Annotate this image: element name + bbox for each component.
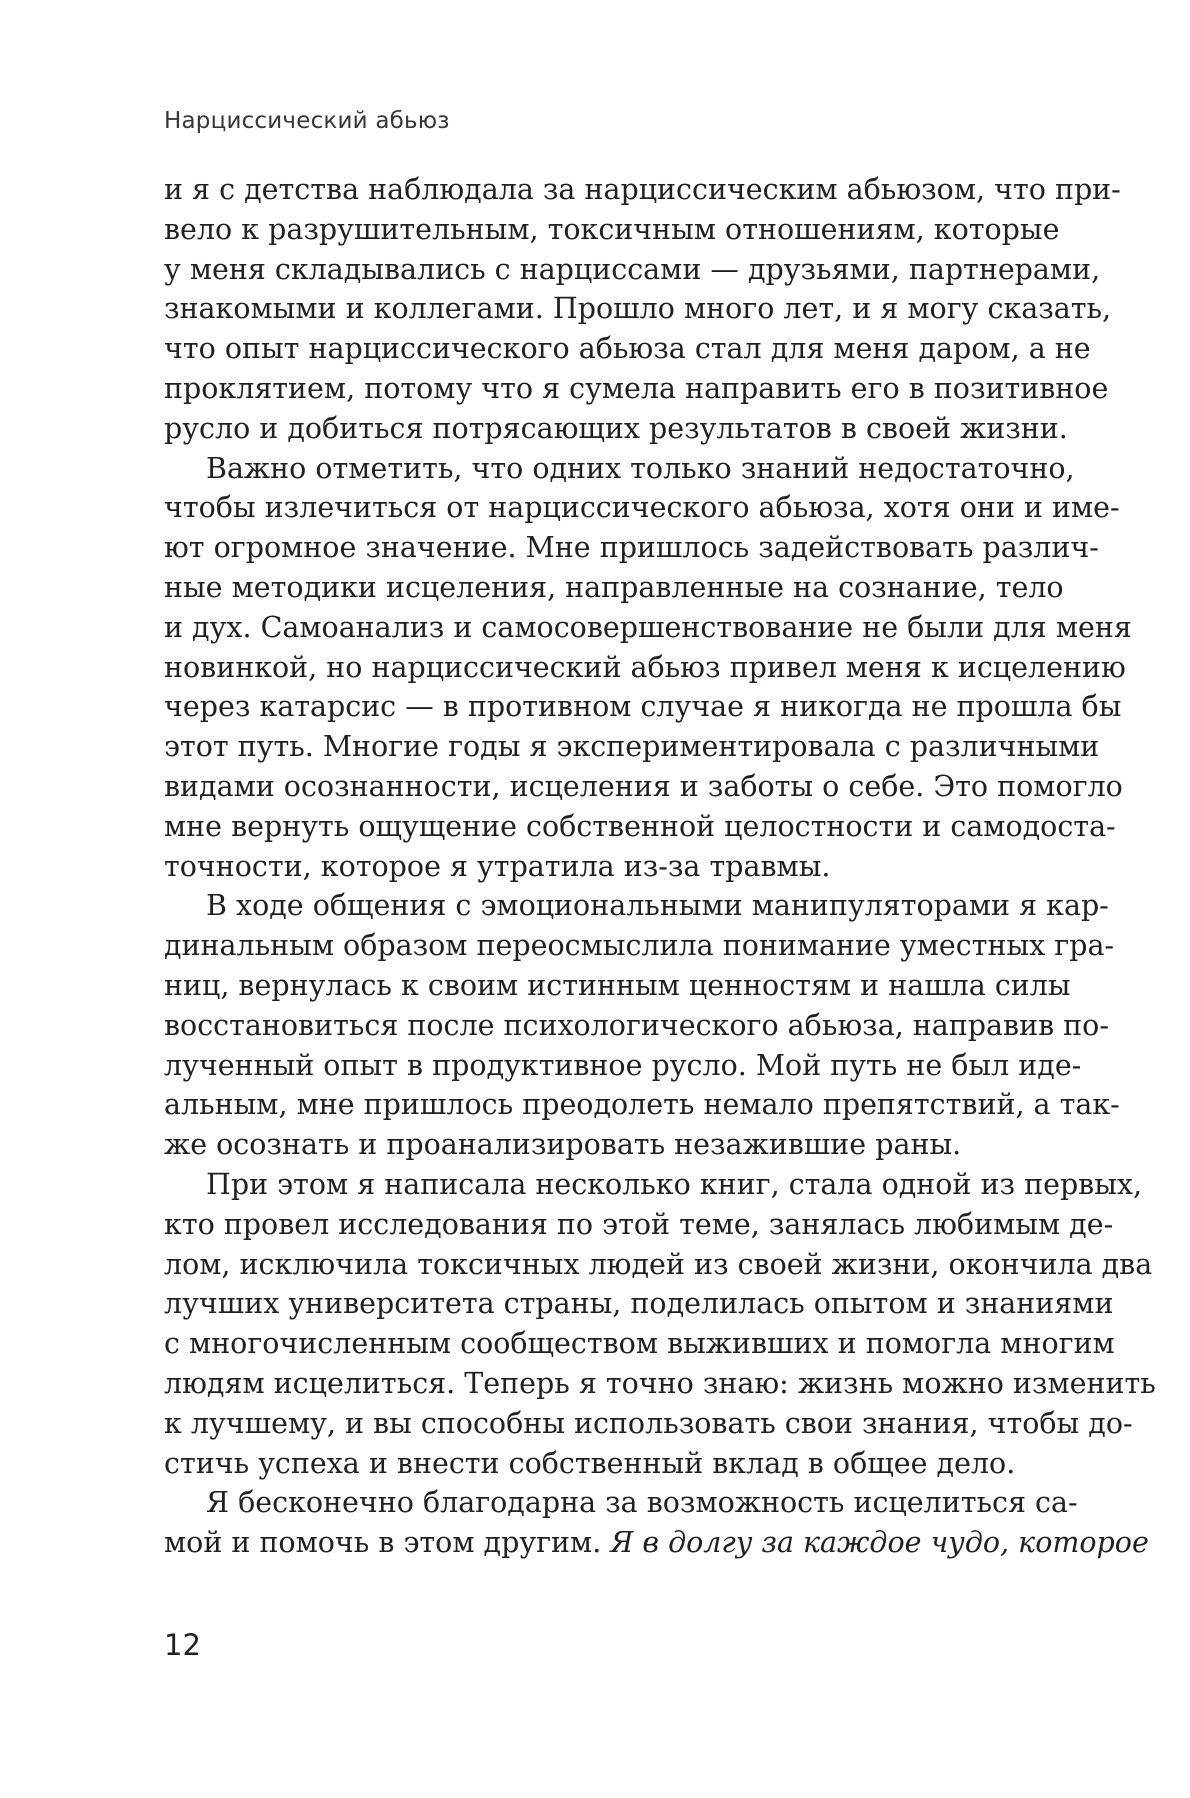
text-line: же осознать и проанализировать незажившие раны. (164, 1128, 962, 1162)
text-line: чтобы излечиться от нарциссического абьюза, хотя они и име- (164, 491, 1120, 525)
text-line: русло и добиться потрясающих результатов в своей жизни. (164, 411, 1068, 445)
text-line: у меня складывались с нарциссами — друзьями, партнерами, (164, 252, 1101, 286)
text-line: ные методики исцеления, направленные на сознание, тело (164, 570, 1064, 604)
text-line: что опыт нарциссического абьюза стал для меня даром, а не (164, 332, 1091, 366)
roman-run: мой и помочь в этом другим. (164, 1526, 611, 1560)
paragraph (164, 1483, 1149, 1563)
text-line: мне вернуть ощущение собственной целостности и самодоста- (164, 809, 1116, 843)
text-line: динальным образом переосмыслила понимание уместных гра- (164, 929, 1115, 963)
body-text (164, 170, 1156, 1563)
text-line: людям исцелиться. Теперь я точно знаю: жизнь можно изменить (164, 1366, 1156, 1400)
text-line: и дух. Самоанализ и самосовершенствование не были для меня (164, 610, 1132, 644)
text-line: ниц, вернулась к своим истинным ценностям и нашла силы (164, 968, 1071, 1002)
text-line: этот путь. Многие годы я экспериментировала с различными (164, 730, 1100, 764)
text-line: и я с детства наблюдала за нарциссическим абьюзом, что при- (164, 173, 1121, 206)
text-line: новинкой, но нарциссический абьюз привел меня к исцелению (164, 650, 1126, 684)
paragraph (164, 1165, 1156, 1483)
text-line: кто провел исследования по этой теме, занялась любимым де- (164, 1207, 1114, 1241)
text-line: лучших университета страны, поделилась опытом и знаниями (164, 1287, 1114, 1321)
page-number: 12 (164, 1628, 201, 1662)
text-line: ют огромное значение. Мне пришлось задействовать различ- (164, 531, 1099, 565)
italic-run: Я в долгу за каждое чудо, которое (610, 1526, 1149, 1560)
text-line: Я бесконечно благодарна за возможность исцелиться са- (206, 1486, 1078, 1520)
text-line: знакомыми и коллегами. Прошло много лет, и я могу сказать, (164, 292, 1112, 326)
text-line: с многочисленным сообществом выживших и помогла многим (164, 1327, 1115, 1361)
paragraph (164, 886, 1120, 1165)
running-head: Нарциссический абьюз (164, 108, 450, 134)
text-line: В ходе общения с эмоциональными манипуляторами я кар- (206, 889, 1109, 923)
text-line: вело к разрушительным, токсичным отношениям, которые (164, 212, 1060, 246)
text-line-mixed (164, 1523, 1149, 1563)
text-line: точности, которое я утратила из-за травмы. (164, 849, 831, 883)
text-line: к лучшему, и вы способны использовать свои знания, чтобы до- (164, 1406, 1133, 1440)
text-line: проклятием, потому что я сумела направить его в позитивное (164, 371, 1109, 405)
text-line: восстановиться после психологического абьюза, направив по- (164, 1008, 1109, 1042)
paragraph (164, 170, 1121, 449)
text-line: Важно отметить, что одних только знаний недостаточно, (206, 451, 1075, 485)
paragraph (164, 449, 1132, 887)
text-line: лом, исключила токсичных людей из своей жизни, окончила два (164, 1247, 1153, 1281)
text-line: альным, мне пришлось преодолеть немало препятствий, а так- (164, 1088, 1120, 1122)
text-line: видами осознанности, исцеления и заботы о себе. Это помогло (164, 769, 1123, 803)
text-line: При этом я написала несколько книг, стала одной из первых, (206, 1167, 1143, 1201)
text-line: через катарсис — в противном случае я никогда не прошла бы (164, 690, 1122, 724)
text-line: лученный опыт в продуктивное русло. Мой путь не был иде- (164, 1048, 1082, 1082)
text-line: стичь успеха и внести собственный вклад в общее дело. (164, 1446, 1016, 1480)
